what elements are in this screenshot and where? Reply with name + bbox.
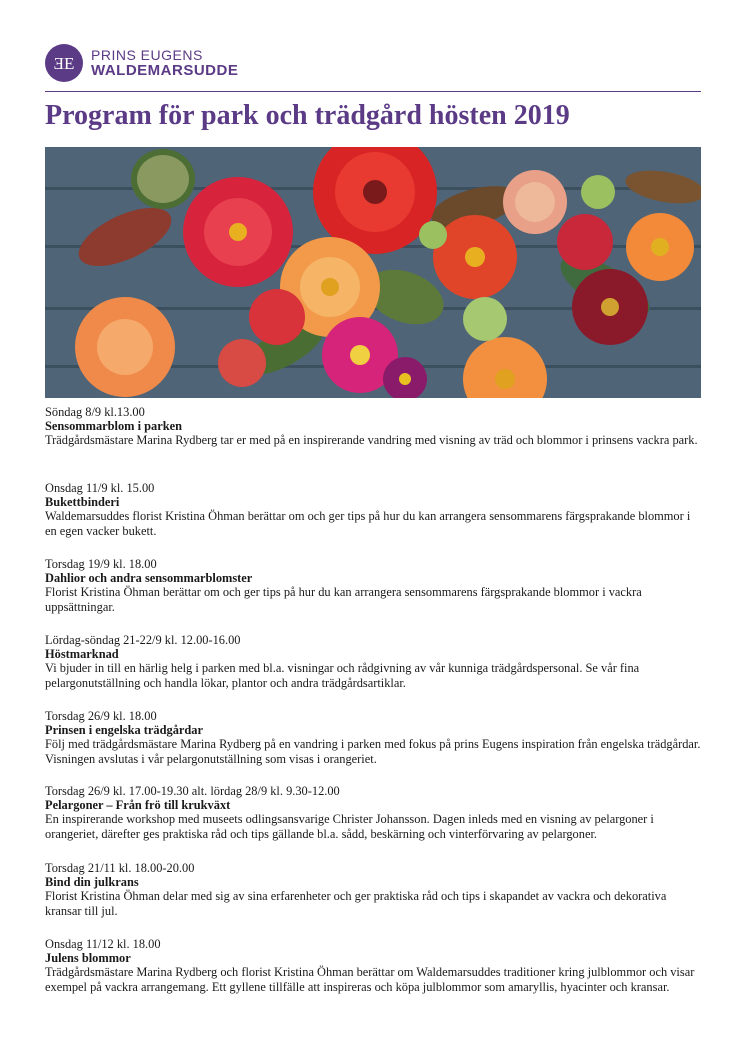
event-description: Vi bjuder in till en härlig helg i parken med bl.a. visningar och rådgivning av vår kunniga trädgårdspersonal. Se vår fina pelargonutställning och handla lökar, plantor och andra trädgårdsartiklar.: [45, 661, 640, 690]
event-item: [45, 937, 705, 994]
event-title: Höstmarknad: [45, 647, 119, 662]
event-item: [45, 861, 705, 918]
logo-line-waldemarsudde: WALDEMARSUDDE: [91, 62, 239, 79]
event-item: [45, 709, 705, 766]
header-divider: [45, 91, 701, 92]
logo-wordmark: [91, 48, 238, 78]
svg-text:ƎE: ƎE: [53, 54, 75, 73]
event-description: Florist Kristina Öhman berättar om och ger tips på hur du kan arrangera sensommarens färgsprakande blommor i vackra uppsättningar.: [45, 585, 642, 614]
event-title: Bukettbinderi: [45, 495, 120, 510]
event-item: [45, 405, 705, 448]
museum-logo: [45, 44, 238, 82]
event-date: Torsdag 26/9 kl. 17.00-19.30 alt. lördag 28/9 kl. 9.30-12.00: [45, 784, 340, 798]
event-date: Torsdag 21/11 kl. 18.00-20.00: [45, 861, 195, 875]
event-item: [45, 481, 705, 538]
event-title: Sensommarblom i parken: [45, 419, 182, 434]
event-date: Onsdag 11/9 kl. 15.00: [45, 481, 155, 495]
event-description: Waldemarsuddes florist Kristina Öhman berättar om och ger tips på hur du kan arrangera sensommarens färgsprakande blommor i en egen vacker bukett.: [45, 509, 691, 538]
event-description: Florist Kristina Öhman delar med sig av sina erfarenheter och ger praktiska råd och tips i skapandet av vackra och dekorativa kransar till jul.: [45, 889, 667, 918]
event-description: Trädgårdsmästare Marina Rydberg och florist Kristina Öhman berättar om Waldemarsuddes traditioner kring julblommor och visar exempel på vackra arrangemang. Ett gyllene tillfälle att inspireras och köpa julblommor som amaryllis, hyacinter och kransar.: [45, 965, 695, 994]
event-date: Onsdag 11/12 kl. 18.00: [45, 937, 161, 951]
event-description: En inspirerande workshop med museets odlingsansvarige Christer Johansson. Dagen inleds med en visning av pelargoner i orangeriet, därefter ges praktiska råd och tips gällande bl.a. sådd, beskärning och vinterförvaring av pelargoner.: [45, 812, 654, 841]
event-item: [45, 784, 705, 841]
logo-monogram-icon: [45, 44, 83, 82]
hero-flowers-image: [45, 147, 701, 398]
event-title: Julens blommor: [45, 951, 131, 966]
event-description: Följ med trädgårdsmästare Marina Rydberg på en vandring i parken med fokus på prins Eugens inspiration från engelska trädgårdar. Visningen avslutas i vår pelargonutställning som visas i orangeriet.: [45, 737, 701, 766]
event-title: Bind din julkrans: [45, 875, 139, 890]
event-date: Torsdag 26/9 kl. 18.00: [45, 709, 157, 723]
event-title: Pelargoner – Från frö till krukväxt: [45, 798, 231, 813]
page-title: Program för park och trädgård hösten 2019: [45, 100, 570, 131]
event-title: Dahlior och andra sensommarblomster: [45, 571, 253, 586]
event-date: Lördag-söndag 21-22/9 kl. 12.00-16.00: [45, 633, 241, 647]
event-item: [45, 633, 705, 690]
event-description: Trädgårdsmästare Marina Rydberg tar er med på en inspirerande vandring med visning av träd och blommor i prinsens vackra park.: [45, 433, 698, 448]
event-item: [45, 557, 705, 614]
logo-line-prins-eugens: PRINS EUGENS: [91, 47, 203, 63]
event-date: Söndag 8/9 kl.13.00: [45, 405, 145, 419]
event-date: Torsdag 19/9 kl. 18.00: [45, 557, 157, 571]
event-title: Prinsen i engelska trädgårdar: [45, 723, 203, 738]
